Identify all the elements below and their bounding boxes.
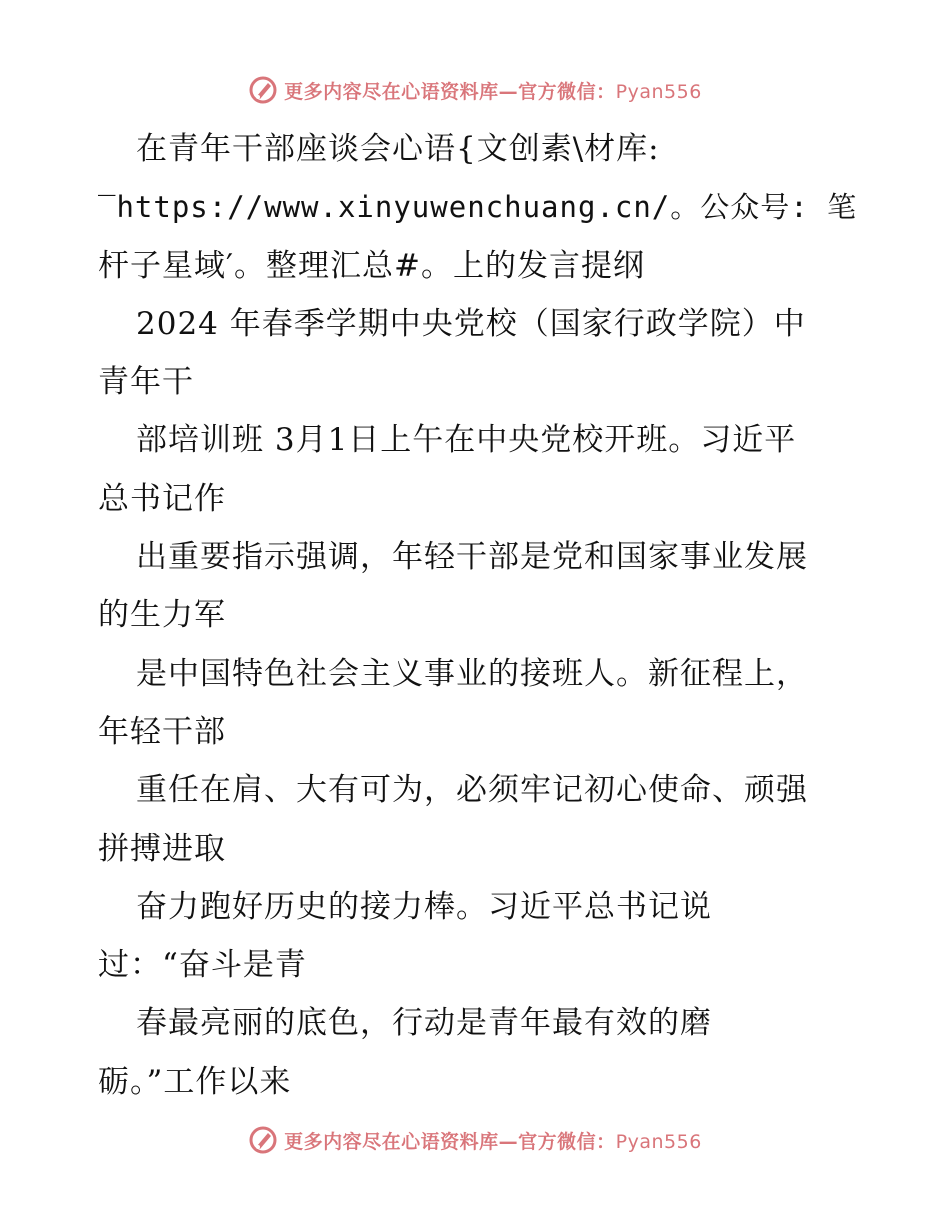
- pen-logo-icon: [248, 75, 278, 105]
- page-header-watermark: [0, 72, 950, 108]
- text-line-1: 在青年干部座谈会心语{文创素\材库:: [136, 131, 660, 167]
- text-line-7: 总书记作: [98, 480, 226, 517]
- text-line-3: 杆子星域′。整理汇总#。上的发言提纲: [98, 247, 646, 284]
- page-footer-watermark: [0, 1122, 950, 1158]
- text-line-5: 青年干: [98, 364, 194, 401]
- text-line-9: 的生力军: [98, 597, 226, 634]
- pen-logo-icon: [248, 1125, 278, 1155]
- text-line-12: 重任在肩、大有可为，必须牢记初心使命、顽强: [136, 772, 808, 809]
- footer-wechat-id: Pyan556: [615, 1130, 702, 1153]
- text-line-15: 过：“奋斗是青: [98, 947, 307, 984]
- text-line-8: 出重要指示强调，年轻干部是党和国家事业发展: [136, 539, 808, 576]
- footer-watermark-text: 更多内容尽在心语资料库—官方微信：Pyan556: [284, 1130, 702, 1153]
- document-body: [98, 120, 868, 1111]
- text-line-10: 是中国特色社会主义事业的接班人。新征程上，: [136, 655, 808, 692]
- text-line-17: 砺。”工作以来: [98, 1063, 292, 1100]
- text-line-4: 2024 年春季学期中央党校（国家行政学院）中: [136, 305, 806, 342]
- text-line-11: 年轻干部: [98, 713, 226, 750]
- text-line-16: 春最亮丽的底色，行动是青年最有效的磨: [136, 1005, 712, 1042]
- text-line-13: 拼搏进取: [98, 830, 226, 867]
- header-wechat-id: Pyan556: [615, 80, 702, 103]
- text-line-6: 部培训班 3月1日上午在中央党校开班。习近平: [136, 422, 797, 459]
- text-line-14: 奋力跑好历史的接力棒。习近平总书记说: [136, 888, 712, 925]
- header-watermark-text: 更多内容尽在心语资料库—官方微信：Pyan556: [284, 80, 702, 103]
- text-line-2: ‾https://www.xinyuwenchuang.cn/。公众号: 笔: [98, 190, 858, 225]
